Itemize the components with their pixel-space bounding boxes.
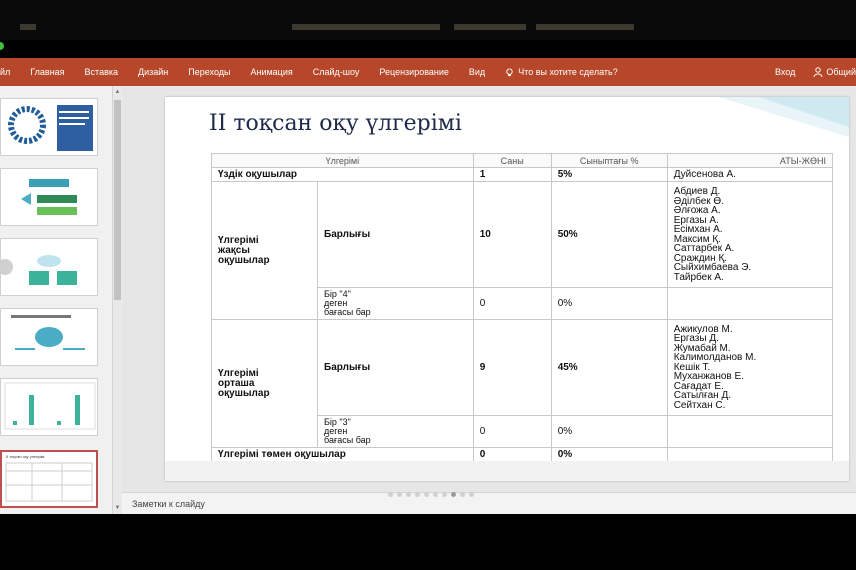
tab-transitions[interactable]: Переходы bbox=[188, 67, 231, 77]
share-label: Общий bbox=[826, 67, 856, 77]
table-row bbox=[212, 182, 833, 288]
tab-insert[interactable]: Вставка bbox=[84, 67, 118, 77]
row-count: 0 bbox=[473, 448, 551, 462]
row-label-line: деген bbox=[324, 298, 348, 308]
row-percent: 50% bbox=[551, 182, 667, 288]
dot bbox=[406, 492, 411, 497]
student-name: Ажикулов М. bbox=[673, 323, 733, 335]
student-name: Әлғожа А. bbox=[673, 205, 721, 216]
header-names: АТЫ-ЖӨНІ bbox=[667, 154, 832, 168]
row-count: 9 bbox=[473, 320, 551, 416]
dot bbox=[388, 492, 393, 497]
slide-canvas[interactable] bbox=[165, 97, 849, 481]
video-thumb-strip bbox=[292, 24, 440, 30]
row-label bbox=[318, 288, 474, 320]
dot bbox=[433, 492, 438, 497]
student-name: Әділбек Ө. bbox=[673, 195, 724, 207]
status-dot bbox=[0, 42, 4, 50]
slide-position-dots bbox=[388, 492, 474, 497]
thumbnail-6-title: II тоқсан оқу үлгерімі bbox=[6, 454, 45, 459]
notes-placeholder: Заметки к слайду bbox=[132, 499, 205, 509]
student-name: Жумабай М. bbox=[673, 342, 731, 354]
student-name: Есімхан А. bbox=[673, 224, 723, 235]
share-button[interactable] bbox=[805, 67, 856, 77]
video-call-top-bar bbox=[0, 0, 856, 40]
slide-thumbnail-1[interactable] bbox=[0, 98, 98, 156]
slide-thumbnail-2[interactable] bbox=[0, 168, 98, 226]
row-names bbox=[667, 320, 832, 416]
student-name: Муханжанов Е. bbox=[673, 371, 744, 383]
row-label: Үздік оқушылар bbox=[212, 168, 474, 182]
group-label-line: жақсы bbox=[218, 244, 250, 256]
video-thumb-strip bbox=[20, 24, 36, 30]
slide-footer-band bbox=[165, 461, 849, 481]
lightbulb-icon bbox=[505, 68, 514, 77]
scrollbar-thumb[interactable] bbox=[114, 100, 121, 300]
thumbnail-scrollbar[interactable] bbox=[112, 86, 122, 514]
row-names bbox=[667, 168, 832, 182]
student-name: Ергазы Д. bbox=[673, 333, 719, 345]
thumbnail-6-graphic bbox=[2, 461, 96, 505]
student-name: Сейтхан С. bbox=[673, 399, 726, 411]
group-label bbox=[212, 320, 318, 448]
table-row bbox=[212, 320, 833, 416]
student-name: Саттарбек А. bbox=[673, 243, 735, 254]
header-performance: Үлгерімі bbox=[212, 154, 474, 168]
student-name: Кешік Т. bbox=[673, 361, 711, 373]
row-label-line: бағасы бар bbox=[324, 435, 371, 445]
login-button[interactable]: Вход bbox=[775, 67, 796, 77]
tab-animations[interactable]: Анимация bbox=[250, 67, 293, 77]
person-icon bbox=[813, 67, 823, 77]
tell-me-label: Что вы хотите сделать? bbox=[518, 67, 618, 77]
dot bbox=[415, 492, 420, 497]
thumbnail-5-graphic bbox=[1, 379, 98, 436]
thumbnail-4-graphic bbox=[1, 309, 98, 366]
thumbnail-3-graphic bbox=[1, 239, 98, 296]
dot bbox=[397, 492, 402, 497]
tab-review[interactable]: Рецензирование bbox=[379, 67, 449, 77]
group-label-line: оқушылар bbox=[218, 254, 270, 266]
student-name: Сатылған Д. bbox=[673, 390, 732, 402]
row-percent: 0% bbox=[551, 288, 667, 320]
header-count: Саны bbox=[473, 154, 551, 168]
row-label: Үлгерімі төмен оқушылар bbox=[212, 448, 474, 462]
dot bbox=[424, 492, 429, 497]
row-percent: 0% bbox=[551, 416, 667, 448]
table-header-row bbox=[212, 154, 833, 168]
row-count: 0 bbox=[473, 288, 551, 320]
grades-table bbox=[211, 153, 833, 462]
group-label-line: Үлгерімі bbox=[218, 367, 259, 379]
thumbnail-1-graphic bbox=[1, 99, 98, 156]
row-names bbox=[667, 448, 832, 462]
row-label: Барлығы bbox=[318, 182, 474, 288]
table-row bbox=[212, 448, 833, 462]
scroll-up-icon[interactable]: ▲ bbox=[114, 89, 121, 95]
row-percent: 0% bbox=[551, 448, 667, 462]
table-row bbox=[212, 168, 833, 182]
scroll-down-icon[interactable]: ▼ bbox=[114, 505, 121, 511]
slide-decoration-icon bbox=[699, 97, 849, 137]
group-label-line: Үлгерімі bbox=[218, 234, 259, 246]
group-label bbox=[212, 182, 318, 320]
row-names bbox=[667, 182, 832, 288]
group-label-line: орташа bbox=[218, 377, 255, 389]
tab-file[interactable]: йл bbox=[0, 67, 11, 77]
student-name: Тайрбек А. bbox=[673, 271, 724, 283]
video-thumb-strip bbox=[454, 24, 526, 30]
student-name: Сыйхимбаева Э. bbox=[673, 262, 752, 273]
slide-thumbnail-5[interactable] bbox=[0, 378, 98, 436]
dot bbox=[442, 492, 447, 497]
row-label-line: Бір "3" bbox=[324, 417, 351, 427]
row-label bbox=[318, 416, 474, 448]
tab-view[interactable]: Вид bbox=[468, 67, 486, 77]
row-names bbox=[667, 416, 832, 448]
row-count: 1 bbox=[473, 168, 551, 182]
slide-thumbnail-6[interactable] bbox=[0, 450, 98, 508]
row-percent: 5% bbox=[551, 168, 667, 182]
student-name: Дуйсенова А. bbox=[673, 168, 736, 180]
tell-me-box[interactable] bbox=[495, 67, 628, 77]
thumbnail-2-graphic bbox=[1, 169, 98, 226]
row-count: 10 bbox=[473, 182, 551, 288]
student-name: Сраждин Қ. bbox=[673, 252, 728, 264]
row-label-line: деген bbox=[324, 426, 348, 436]
slide-title: II тоқсан оқу үлгерімі bbox=[209, 111, 462, 136]
slide-thumbnail-4[interactable] bbox=[0, 308, 98, 366]
row-label: Барлығы bbox=[318, 320, 474, 416]
student-name: Абдиев Д. bbox=[673, 186, 721, 197]
video-thumb-strip bbox=[536, 24, 634, 30]
row-label-line: Бір "4" bbox=[324, 289, 351, 299]
dot bbox=[469, 492, 474, 497]
notes-pane[interactable] bbox=[122, 492, 856, 514]
student-name: Ергазы А. bbox=[673, 214, 719, 226]
dot bbox=[460, 492, 465, 497]
header-percent: Сыныптағы % bbox=[551, 154, 667, 168]
row-percent: 45% bbox=[551, 320, 667, 416]
video-call-bottom-bar bbox=[0, 514, 856, 570]
student-name: Калимолданов М. bbox=[673, 352, 757, 364]
student-name: Сағадат Е. bbox=[673, 380, 724, 392]
row-label-line: бағасы бар bbox=[324, 307, 371, 317]
ribbon-tabs bbox=[0, 58, 856, 86]
tab-slideshow[interactable]: Слайд-шоу bbox=[312, 67, 360, 77]
slide-thumbnail-pane bbox=[0, 86, 112, 514]
dot-active bbox=[451, 492, 456, 497]
tab-home[interactable]: Главная bbox=[30, 67, 65, 77]
row-count: 0 bbox=[473, 416, 551, 448]
student-name: Максим Қ. bbox=[673, 233, 722, 245]
group-label-line: оқушылар bbox=[218, 387, 270, 399]
slide-thumbnail-3[interactable] bbox=[0, 238, 98, 296]
tab-design[interactable]: Дизайн bbox=[138, 67, 169, 77]
row-names bbox=[667, 288, 832, 320]
